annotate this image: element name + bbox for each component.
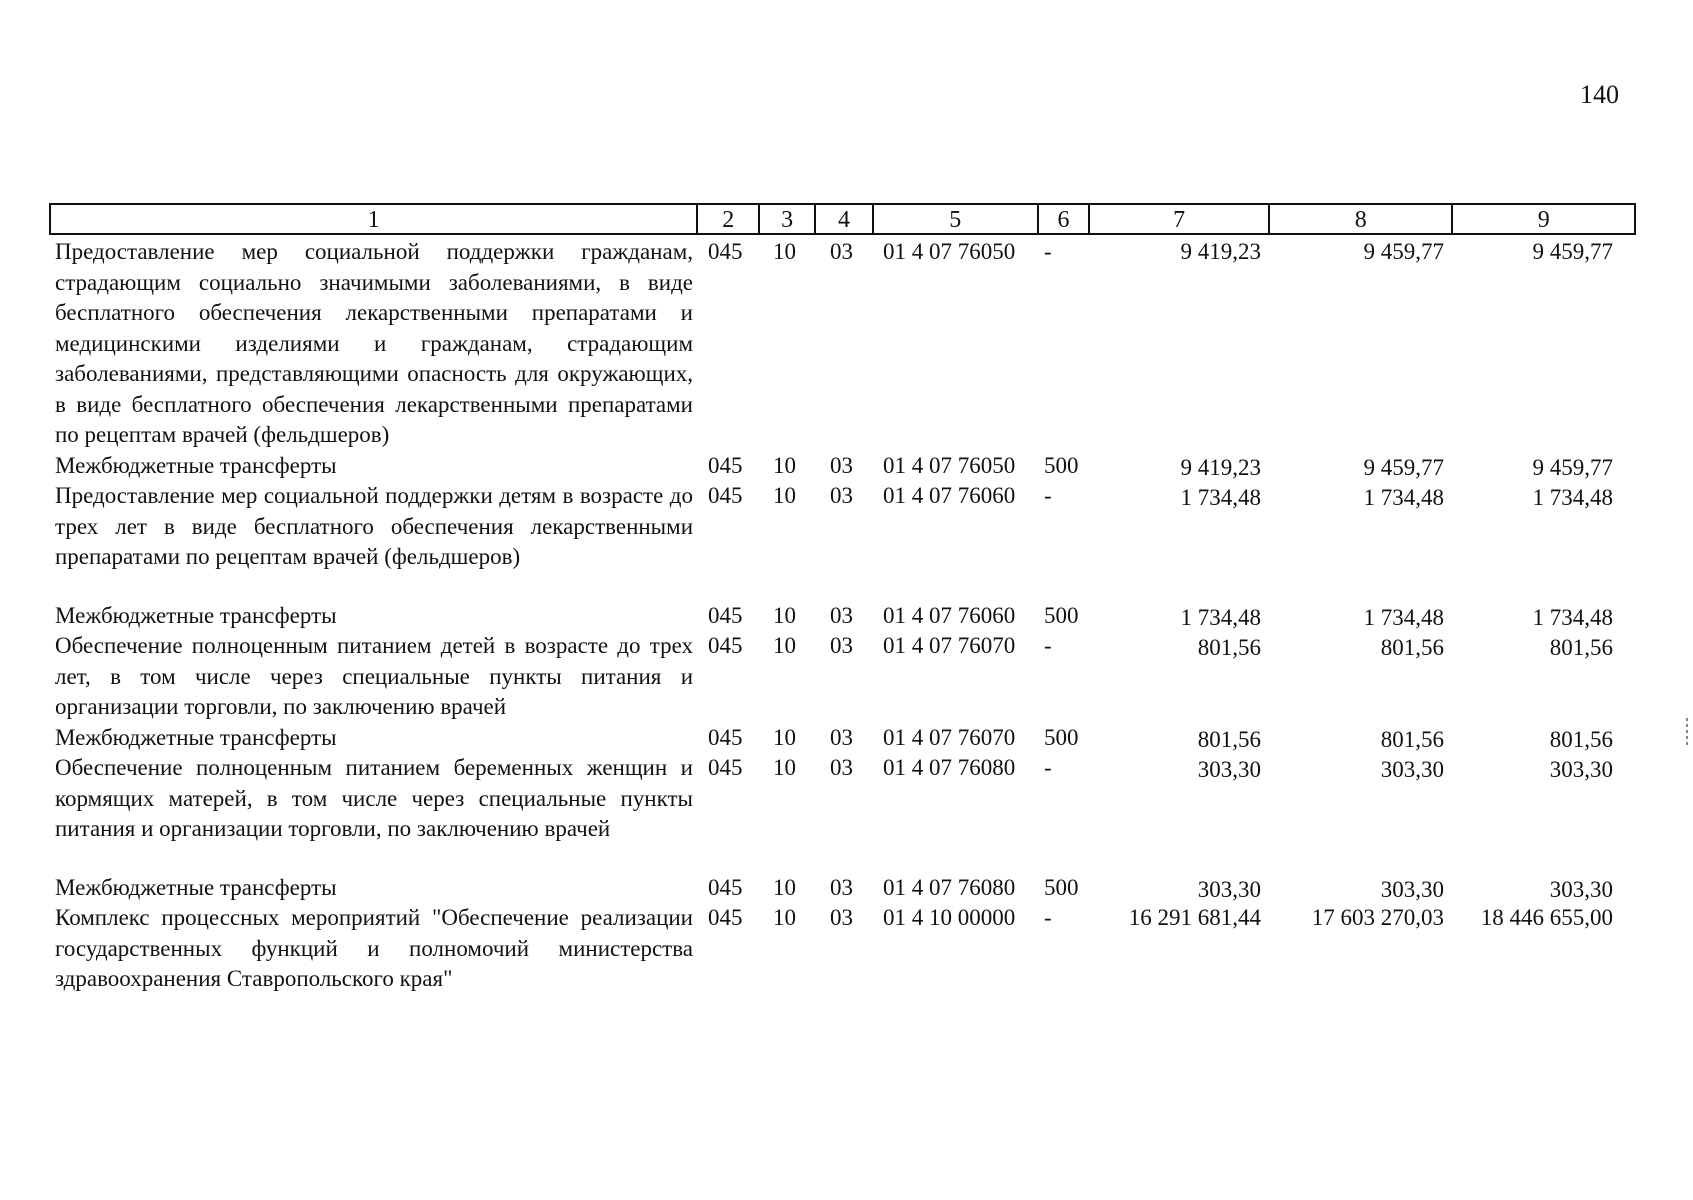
row-col-4: 03 [830,239,853,264]
row-col-9: 1 734,48 [1532,485,1613,510]
row-col-4: 03 [830,452,853,478]
row-name: Комплекс процессных мероприятий "Обеспечение реализации государственных функций и полномочий министерства здравоохранения Ставропольского края" [55,905,693,991]
header-col-5: 5 [874,205,1039,233]
row-name: Предоставление мер социальной поддержки гражданам, страдающим социально значимыми заболеваниями, в виде бесплатного обеспечения лекарственными препаратами и медицинскими изделиями и гражданам, страдающим заболеваниями, представляющими опасность для окружающих, в виде бесплатного обеспечения лекарственными препаратами по рецептам врачей (фельдшеров) [55,239,693,447]
row-col-6: - [1044,239,1052,264]
row-col-5: 01 4 07 76070 [883,633,1016,658]
row-col-5: 01 4 07 76080 [883,874,1016,900]
row-col-2: 045 [708,874,743,900]
row-col-5: 01 4 07 76080 [883,755,1016,780]
row-col-4: 03 [830,602,853,628]
row-col-8: 303,30 [1380,757,1444,782]
row-name: Предоставление мер социальной поддержки детям в возрасте до трех лет в виде бесплатного обеспечения лекарственными препаратами по рецептам врачей (фельдшеров) [55,483,693,569]
header-col-1: 1 [51,205,698,233]
row-col-6: - [1044,483,1052,508]
row-name: Обеспечение полноценным питанием детей в возрасте до трех лет, в том числе через специальные пункты питания и организации торговли, по заключению врачей [55,633,693,719]
row-col-5: 01 4 07 76060 [883,483,1016,508]
table-row [0,631,1693,723]
row-col-2: 045 [708,452,743,478]
row-col-6: - [1044,755,1052,780]
row-col-7: 1 734,48 [1180,604,1261,630]
header-col-2: 2 [698,205,760,233]
row-col-8: 9 459,77 [1363,454,1444,480]
header-col-4: 4 [816,205,874,233]
scan-edge-mark [1686,718,1688,748]
row-col-4: 03 [830,874,853,900]
row-col-5: 01 4 07 76070 [883,724,1016,750]
row-col-7: 9 419,23 [1180,239,1261,264]
row-col-5: 01 4 07 76050 [883,239,1016,264]
row-col-6: 500 [1044,602,1079,628]
row-col-5: 01 4 10 00000 [883,905,1016,930]
row-col-8: 801,56 [1380,726,1444,752]
row-col-7: 16 291 681,44 [1128,905,1261,930]
table-row [0,601,1693,632]
row-col-5: 01 4 07 76050 [883,452,1016,478]
row-col-3: 10 [773,239,796,264]
row-col-4: 03 [830,633,853,658]
row-col-7: 1 734,48 [1180,485,1261,510]
table-body [0,237,1693,995]
row-col-4: 03 [830,483,853,508]
row-col-2: 045 [708,239,743,264]
row-col-9: 9 459,77 [1532,239,1613,264]
row-col-7: 801,56 [1197,726,1261,752]
row-col-8: 1 734,48 [1363,604,1444,630]
row-col-9: 303,30 [1549,876,1613,902]
row-col-8: 17 603 270,03 [1311,905,1444,930]
table-header [49,203,1636,235]
row-col-6: - [1044,633,1052,658]
row-col-8: 303,30 [1380,876,1444,902]
table-row [0,903,1693,995]
table-row [0,237,1693,451]
row-name: Межбюджетные трансферты [55,602,337,628]
row-col-9: 303,30 [1549,757,1613,782]
row-col-7: 303,30 [1197,876,1261,902]
row-col-3: 10 [773,755,796,780]
row-col-2: 045 [708,602,743,628]
row-col-2: 045 [708,755,743,780]
row-col-7: 303,30 [1197,757,1261,782]
row-col-4: 03 [830,755,853,780]
row-col-3: 10 [773,633,796,658]
row-name: Межбюджетные трансферты [55,874,337,900]
row-col-6: 500 [1044,724,1079,750]
header-col-6: 6 [1039,205,1091,233]
row-col-9: 1 734,48 [1532,604,1613,630]
table-row [0,753,1693,845]
row-spacer [0,845,1693,873]
row-col-8: 9 459,77 [1363,239,1444,264]
row-col-6: 500 [1044,452,1079,478]
row-col-2: 045 [708,724,743,750]
header-col-3: 3 [760,205,816,233]
row-name: Межбюджетные трансферты [55,452,337,478]
row-col-3: 10 [773,724,796,750]
row-col-6: - [1044,905,1052,930]
table-row [0,723,1693,754]
row-col-7: 801,56 [1197,635,1261,660]
header-col-8: 8 [1270,205,1454,233]
row-col-2: 045 [708,633,743,658]
row-name: Обеспечение полноценным питанием беременных женщин и кормящих матерей, в том числе через специальные пункты питания и организации торговли, по заключению врачей [55,755,693,841]
row-name: Межбюджетные трансферты [55,724,337,750]
row-col-9: 9 459,77 [1532,454,1613,480]
row-col-2: 045 [708,483,743,508]
row-col-4: 03 [830,905,853,930]
page-number: 140 [1580,80,1619,109]
row-col-6: 500 [1044,874,1079,900]
row-col-9: 18 446 655,00 [1480,905,1613,930]
table-row [0,451,1693,482]
row-col-3: 10 [773,874,796,900]
row-col-8: 1 734,48 [1363,485,1444,510]
row-col-5: 01 4 07 76060 [883,602,1016,628]
row-col-4: 03 [830,724,853,750]
row-col-7: 9 419,23 [1180,454,1261,480]
row-col-8: 801,56 [1380,635,1444,660]
header-col-9: 9 [1537,207,1550,233]
header-col-7: 7 [1090,205,1270,233]
row-col-3: 10 [773,452,796,478]
table-row [0,873,1693,904]
table-row [0,481,1693,573]
row-col-3: 10 [773,483,796,508]
row-col-9: 801,56 [1549,635,1613,660]
row-col-2: 045 [708,905,743,930]
row-col-3: 10 [773,905,796,930]
row-spacer [0,573,1693,601]
row-col-3: 10 [773,602,796,628]
row-col-9: 801,56 [1549,726,1613,752]
